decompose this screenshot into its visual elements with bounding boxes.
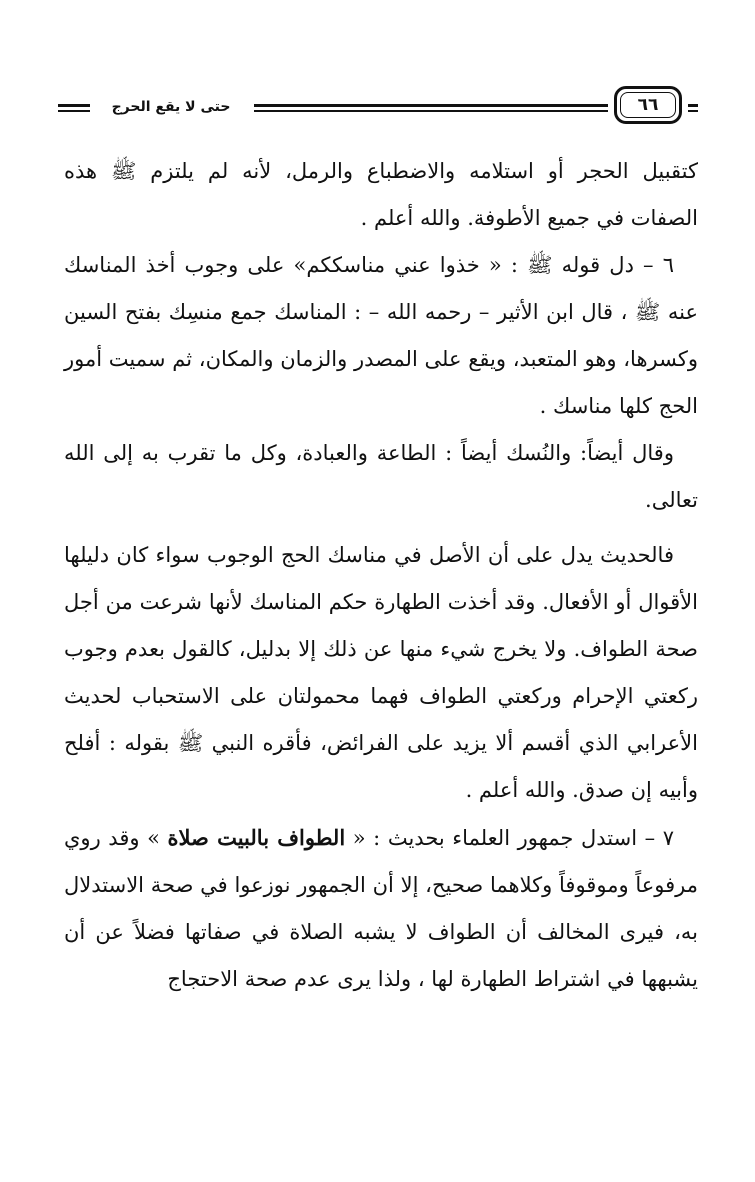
body-text bbox=[64, 148, 698, 1003]
page-number-frame bbox=[614, 86, 682, 124]
paragraph-3: وقال أيضاً: والنُسك أيضاً : الطاعة والعبادة، وكل ما تقرب به إلى الله تعالى. bbox=[64, 441, 698, 512]
paragraph-2: ٦ – دل قوله ﷺ : « خذوا عني مناسككم» على وجوب أخذ المناسك عنه ﷺ ، قال ابن الأثير – رحمه الله – : المناسك جمع منسِك بفتح السين وكسرها، وهو المتعبد، ويقع على المصدر والزمان والمكان، ثم سميت أمور الحج كلها مناسك . bbox=[64, 253, 698, 418]
page-header bbox=[58, 86, 698, 130]
page-number: ٦٦ bbox=[637, 95, 659, 115]
header-rule-middle bbox=[254, 103, 608, 113]
paragraph-1: كتقبيل الحجر أو استلامه والاضطباع والرمل، لأنه لم يلتزم ﷺ هذه الصفات في جميع الأطوفة. والله أعلم . bbox=[64, 159, 698, 230]
header-rule-left bbox=[58, 103, 90, 113]
paragraph-4: فالحديث يدل على أن الأصل في مناسك الحج الوجوب سواء كان دليلها الأقوال أو الأفعال. وقد أخذت الطهارة حكم المناسك لأنها شرعت من أجل صحة الطواف. ولا يخرج شيء منها عن ذلك إلا بدليل، كالقول بعدم وجوب ركعتي الإحرام وركعتي الطواف فهما محمولتان على الاستحباب لحديث الأعرابي الذي أقسم ألا يزيد على الفرائض، فأقره النبي ﷺ بقوله : أفلح وأبيه إن صدق. والله أعلم . bbox=[64, 543, 698, 802]
header-rule-right bbox=[688, 103, 698, 113]
paragraph-5 bbox=[64, 814, 698, 1003]
paragraph-5-rest: » وقد روي مرفوعاً وموقوفاً وكلاهما صحيح، إلا أن الجمهور نوزعوا في صحة الاستدلال به، فيرى المخالف أن الطواف لا يشبه الصلاة في صفاتها فضلاً عن أن يشبهها في اشتراط الطهارة لها ، ولذا يرى عدم صحة الاحتجاج bbox=[64, 826, 698, 991]
paragraph-5-start: ٧ – استدل جمهور العلماء بحديث : « bbox=[345, 826, 674, 850]
running-title: حتى لا يقع الحرج bbox=[111, 99, 231, 115]
hadith-quote: الطواف بالبيت صلاة bbox=[167, 825, 346, 850]
